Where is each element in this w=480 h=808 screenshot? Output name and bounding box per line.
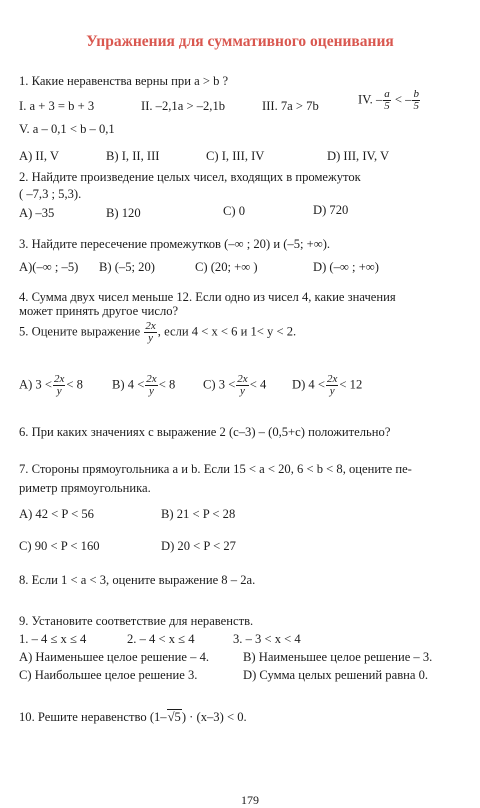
q9-option-a: A) Наименьшее целое решение – 4. (19, 650, 210, 664)
q10-prefix: 10. Решите неравенство (1– (19, 710, 167, 724)
q2-answer-a: A) –35 (19, 206, 55, 220)
q5-a-post: < 8 (66, 377, 83, 392)
q2-answer-b: B) 120 (106, 206, 141, 220)
q5-a-pre: A) 3 < (19, 377, 52, 392)
q1-s4-fraction-a (383, 89, 391, 112)
q9-option-b: B) Наименьшее целое решение – 3. (243, 650, 433, 664)
q2-question-line2: ( –7,3 ; 5,3). (19, 187, 82, 201)
q5-b-pre: B) 4 < (112, 377, 145, 392)
q7-question-line1: 7. Стороны прямоугольника a и b. Если 15 < a < 20, 6 < b < 8, оцените пе- (19, 462, 412, 476)
q6-question: 6. При каких значениях c выражение 2 (c–3) – (0,5+c) положительно? (19, 425, 391, 439)
q1-answer-d: D) III, IV, V (327, 149, 390, 163)
q5-answer-c (203, 374, 266, 397)
q5-b-fraction (145, 374, 157, 397)
q3-answer-c: C) (20; +∞ ) (195, 260, 258, 274)
q5-c-num: 2x (237, 373, 248, 385)
q5-d-pre: D) 4 < (292, 377, 325, 392)
q2-answer-c: C) 0 (223, 204, 246, 218)
q1-answer-b: B) I, II, III (106, 149, 160, 163)
q5-question (19, 321, 296, 344)
q1-s4-den-a: 5 (384, 100, 390, 112)
q5-d-den: y (329, 385, 335, 397)
page-title: Упражнения для суммативного оценивания (86, 33, 394, 50)
q10-question (19, 710, 247, 724)
q9-question: 9. Установите соответствие для неравенств. (19, 614, 254, 628)
q5-d-fraction (326, 374, 338, 397)
q5-a-den: y (56, 385, 62, 397)
q5-d-post: < 12 (339, 377, 363, 392)
q10-suffix: ) · (x–3) < 0. (181, 710, 247, 724)
q4-question-line2: может принять другое число? (19, 304, 179, 318)
q1-s4-fraction-b (412, 89, 420, 112)
q9-option-c: C) Наибольшее целое решение 3. (19, 668, 198, 682)
q9-inequality-1: 1. – 4 ≤ x ≤ 4 (19, 632, 87, 646)
q3-answer-a: A)(–∞ ; –5) (19, 260, 79, 274)
q5-c-fraction (236, 374, 248, 397)
q1-answer-c: C) I, III, IV (206, 149, 265, 163)
q5-den: y (148, 332, 154, 344)
q5-answer-a (19, 374, 83, 397)
q8-question: 8. Если 1 < a < 3, оцените выражение 8 – 2a. (19, 573, 256, 587)
q3-answer-b: B) (–5; 20) (99, 260, 155, 274)
q5-c-den: y (240, 385, 245, 397)
q1-answer-a: A) II, V (19, 149, 59, 163)
q1-question: 1. Какие неравенства верны при a > b ? (19, 74, 229, 88)
q1-s4-mid: < – (391, 92, 412, 107)
q5-fraction (144, 321, 156, 344)
page-number: 179 (241, 793, 259, 807)
q5-d-num: 2x (327, 373, 338, 385)
q1-s4-den-b: 5 (413, 100, 419, 112)
q5-suffix: , если 4 < x < 6 и 1< y < 2. (157, 324, 297, 339)
q1-s4-num-b: b (413, 88, 419, 100)
q5-c-post: < 4 (249, 377, 267, 392)
q5-b-post: < 8 (158, 377, 176, 392)
q5-a-num: 2x (54, 373, 65, 385)
q3-question: 3. Найдите пересечение промежутков (–∞ ; 20) и (–5; +∞). (19, 237, 331, 251)
q1-s4-prefix: IV. – (358, 92, 383, 107)
q5-b-den: y (149, 385, 154, 397)
q1-s4-num-a: a (384, 88, 390, 100)
q5-answer-d (292, 374, 362, 397)
q3-answer-d: D) (–∞ ; +∞) (313, 260, 379, 274)
q5-prefix: 5. Оцените выражение (19, 324, 144, 339)
q5-a-fraction (53, 374, 65, 397)
q1-statement-5: V. a – 0,1 < b – 0,1 (19, 122, 115, 136)
q7-question-line2: риметр прямоугольника. (19, 481, 151, 495)
q1-statement-2: II. –2,1a > –2,1b (141, 99, 226, 113)
q5-num: 2x (145, 320, 156, 332)
q5-b-num: 2x (146, 373, 157, 385)
q7-answer-d: D) 20 < P < 27 (161, 539, 236, 553)
q7-answer-a: A) 42 < P < 56 (19, 507, 94, 521)
q10-sqrt: √5 (167, 710, 181, 724)
q1-statement-1: I. a + 3 = b + 3 (19, 99, 95, 113)
q9-inequality-3: 3. – 3 < x < 4 (233, 632, 301, 646)
q4-question-line1: 4. Сумма двух чисел меньше 12. Если одно из чисел 4, какие значения (19, 290, 396, 304)
q9-option-d: D) Сумма целых решений равна 0. (243, 668, 429, 682)
q1-statement-4 (358, 89, 421, 112)
q1-statement-3: III. 7a > 7b (262, 99, 319, 113)
q2-answer-d: D) 720 (313, 203, 349, 217)
q9-inequality-2: 2. – 4 < x ≤ 4 (127, 632, 195, 646)
q5-c-pre: C) 3 < (203, 377, 236, 392)
q2-question-line1: 2. Найдите произведение целых чисел, входящих в промежуток (19, 170, 361, 184)
q7-answer-b: B) 21 < P < 28 (161, 507, 236, 521)
q7-answer-c: C) 90 < P < 160 (19, 539, 100, 553)
q5-answer-b (112, 374, 175, 397)
